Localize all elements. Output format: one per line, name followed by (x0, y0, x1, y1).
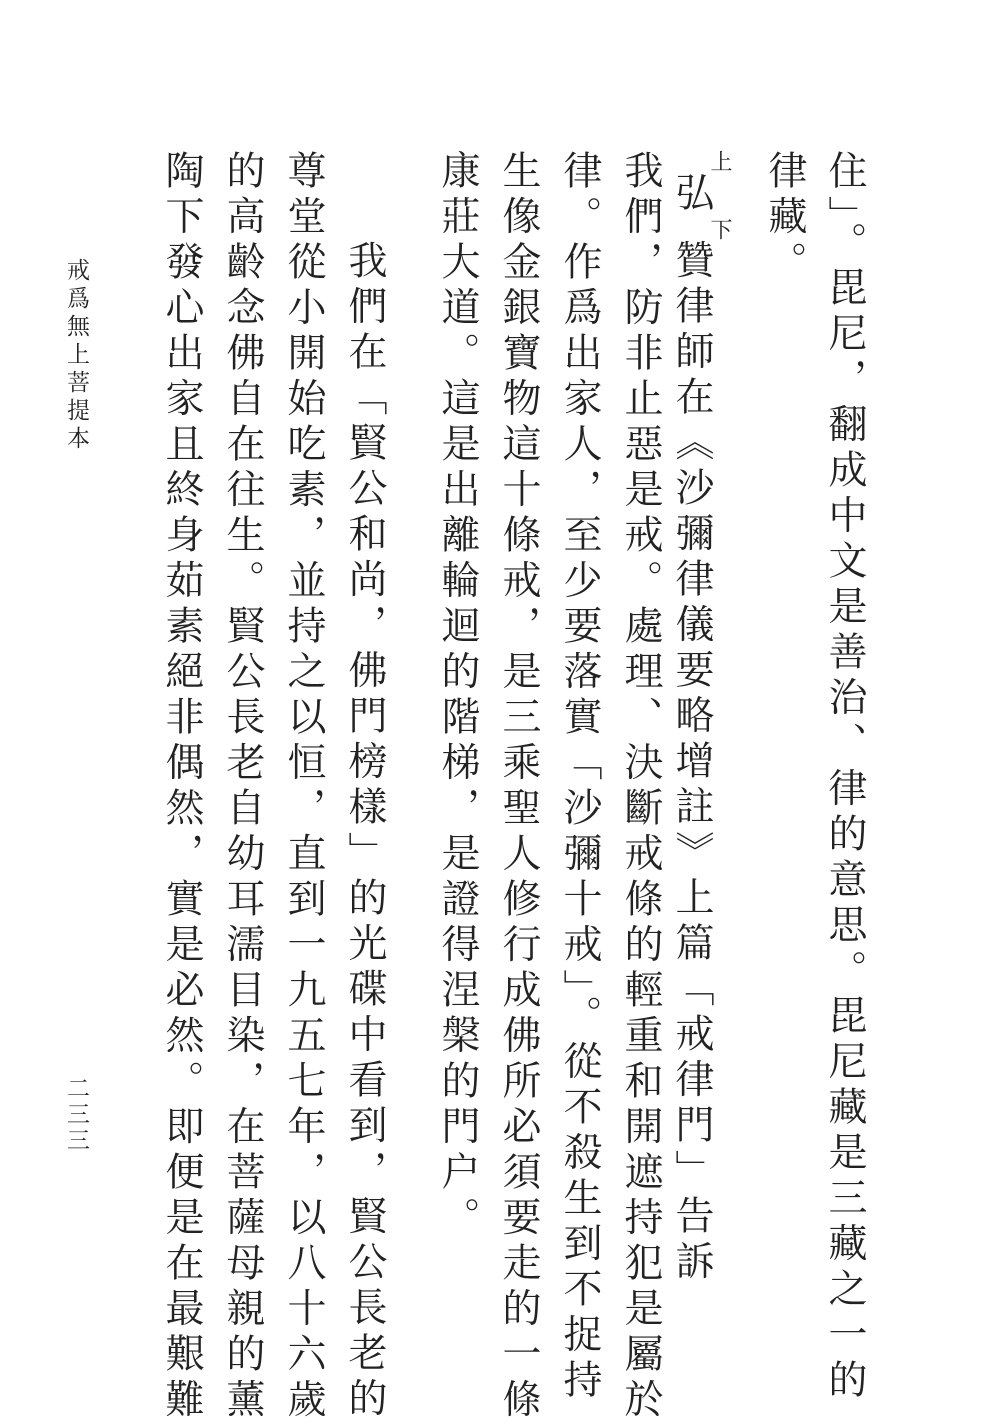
text-column-8: 我們在「賢公和尚，佛門榜樣」的光碟中看到，賢公長老的 (342, 240, 387, 1423)
text-column-10: 的高齡念佛自在往生。賢公長老自幼耳濡目染，在菩薩母親的薰 (220, 150, 265, 1424)
text-column-7: 康莊大道。這是出離輪迴的階梯，是證得涅槃的門户。 (435, 150, 480, 1242)
text-column-4: 我們，防非止惡是戒。處理、決斷戒條的輕重和開遮持犯是屬於 (618, 150, 663, 1424)
running-title: 戒爲無上菩提本 (63, 258, 89, 454)
honorific-bottom: 下 (707, 217, 732, 240)
text-column-2: 律藏。 (762, 150, 807, 287)
honorific-name: 弘 (669, 172, 714, 218)
text-column-5: 律。作爲出家人，至少要落實「沙彌十戒」。從不殺生到不捉持 (557, 150, 602, 1405)
honorific-top-bottom (671, 150, 731, 172)
text-column-1: 住」。毘尼，翻成中文是善治、律的意思。毘尼藏是三藏之一的 (822, 150, 867, 1405)
honorific-top: 上 (707, 150, 732, 172)
text-column-6: 生像金銀寶物這十條戒，是三乘聖人修行成佛所必須要走的一條 (496, 150, 541, 1424)
text-column-3 (671, 150, 731, 1286)
text-column-11: 陶下發心出家且終身茹素絕非偶然，實是必然。即便是在最艱難 (159, 150, 204, 1424)
page-number: 二三三 (63, 1076, 89, 1154)
text-column-9: 尊堂從小開始吃素，並持之以恒，直到一九五七年，以八十六歲 (281, 150, 326, 1424)
honorific-bottom-wrap (671, 218, 731, 240)
column-3-text: 贊律師在《沙彌律儀要略增註》上篇「戒律門」告訴 (669, 239, 714, 1286)
